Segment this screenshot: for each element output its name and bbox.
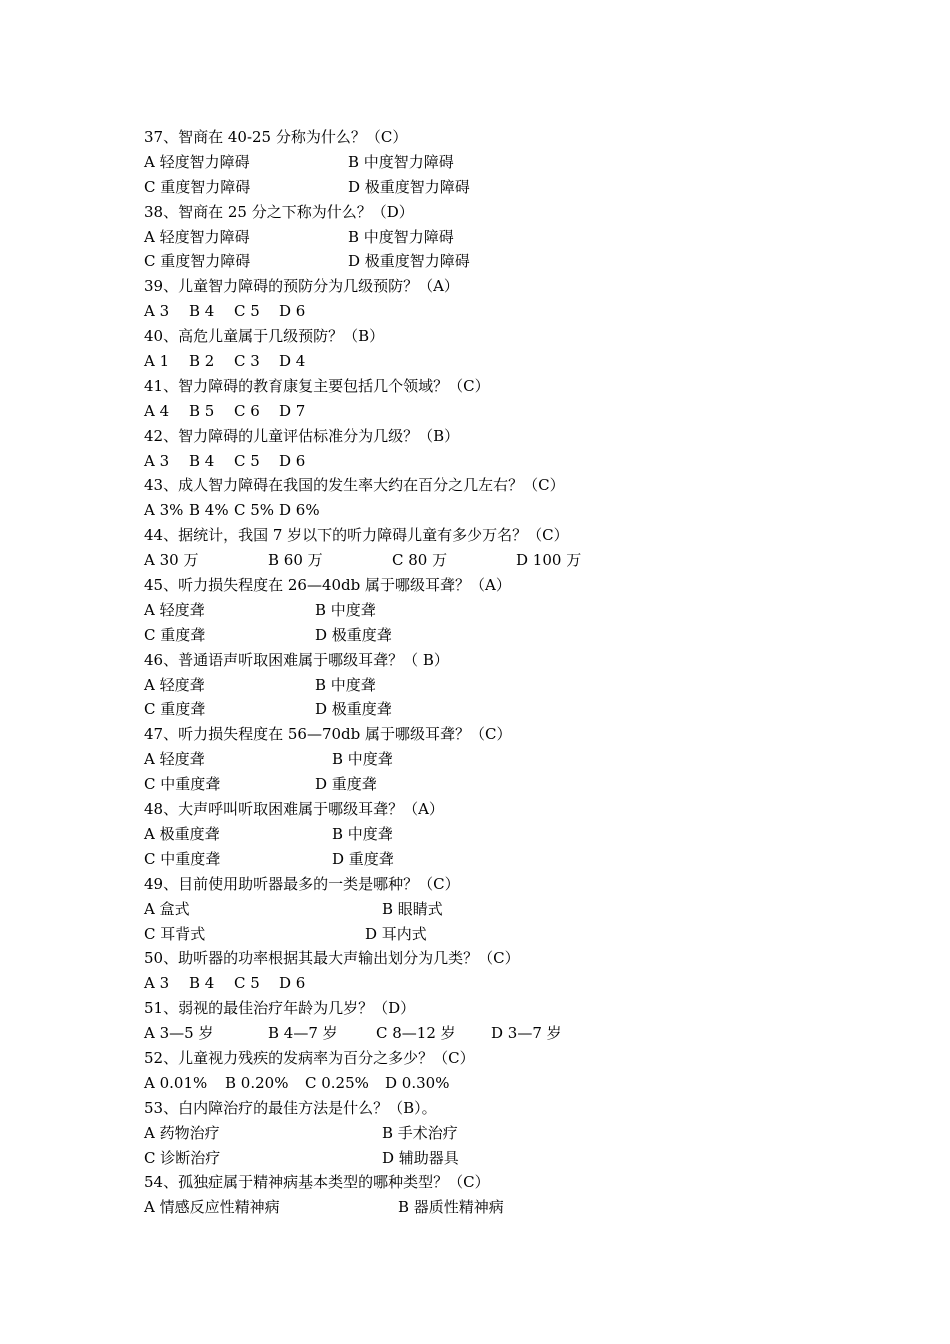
answer-option: B 器质性精神病 (398, 1198, 504, 1217)
answer-option: D 6 (279, 451, 306, 470)
answer-option: A 极重度聋 (144, 824, 220, 843)
answer-option: A 3 (144, 302, 170, 321)
answer-option: D 6% (279, 501, 320, 520)
option-row (144, 971, 844, 996)
answer-option: C 中重度聋 (144, 849, 221, 868)
answer-option: D 极重度智力障碍 (348, 177, 470, 196)
answer-option: A 0.01% (144, 1073, 208, 1092)
answer-option: A 3 (144, 974, 170, 993)
answer-option: B 中度聋 (315, 675, 376, 694)
answer-option: D 辅助器具 (382, 1148, 459, 1167)
answer-option: A 1 (144, 352, 170, 371)
option-row (144, 772, 844, 797)
question-text: 46、普通语声听取困难属于哪级耳聋？（ B） (144, 650, 449, 669)
option-row (144, 548, 844, 573)
answer-option: A 轻度聋 (144, 600, 205, 619)
answer-option: A 轻度智力障碍 (144, 152, 250, 171)
answer-option: D 重度聋 (315, 775, 377, 794)
question-text: 40、高危儿童属于几级预防？（B） (144, 327, 385, 346)
question-text: 48、大声呼叫听取困难属于哪级耳聋？（A） (144, 800, 444, 819)
answer-option: A 30 万 (144, 551, 199, 570)
answer-option: B 中度智力障碍 (348, 152, 454, 171)
answer-option: C 诊断治疗 (144, 1148, 221, 1167)
option-row (144, 822, 844, 847)
option-row (144, 299, 844, 324)
option-row (144, 1021, 844, 1046)
answer-option: D 极重度聋 (315, 700, 392, 719)
question-text: 37、智商在 40-25 分称为什么？（C） (144, 128, 408, 146)
answer-option: A 3 (144, 451, 170, 470)
option-row (144, 498, 844, 523)
question-text: 51、弱视的最佳治疗年龄为几岁？（D） (144, 999, 416, 1018)
question-text: 54、孤独症属于精神病基本类型的哪种类型？（C） (144, 1173, 490, 1192)
option-row (144, 747, 844, 772)
answer-option: A 轻度智力障碍 (144, 227, 250, 246)
answer-option: D 极重度智力障碍 (348, 252, 470, 271)
option-row (144, 897, 844, 922)
question-text: 42、智力障碍的儿童评估标准分为几级？（B） (144, 426, 460, 445)
option-row (144, 847, 844, 872)
document-body (144, 125, 844, 1220)
answer-option: B 中度聋 (332, 750, 393, 769)
option-row (144, 673, 844, 698)
answer-option: A 情感反应性精神病 (144, 1198, 280, 1217)
answer-option: C 重度聋 (144, 700, 206, 719)
answer-option: C 5 (234, 974, 260, 993)
option-row (144, 150, 844, 175)
answer-option: C 5% (234, 501, 275, 520)
question-text: 53、白内障治疗的最佳方法是什么？（B）。 (144, 1098, 437, 1117)
answer-option: B 眼睛式 (382, 899, 443, 918)
question-text: 43、成人智力障碍在我国的发生率大约在百分之几左右？（C） (144, 476, 565, 495)
option-row (144, 249, 844, 274)
option-row (144, 1195, 844, 1220)
answer-option: C 中重度聋 (144, 775, 221, 794)
answer-option: B 4 (189, 451, 215, 470)
answer-option: C 重度聋 (144, 625, 206, 644)
question-text: 44、据统计，我国 7 岁以下的听力障碍儿童有多少万名？（C） (144, 526, 569, 545)
answer-option: C 重度智力障碍 (144, 252, 251, 271)
question-text: 52、儿童视力残疾的发病率为百分之多少？（C） (144, 1048, 475, 1067)
answer-option: C 3 (234, 352, 260, 371)
option-row (144, 349, 844, 374)
question-text: 50、助听器的功率根据其最大声输出划分为几类？（C） (144, 949, 520, 968)
option-row (144, 598, 844, 623)
answer-option: D 100 万 (516, 551, 582, 570)
answer-option: A 药物治疗 (144, 1123, 220, 1142)
option-row (144, 697, 844, 722)
answer-option: B 手术治疗 (382, 1123, 458, 1142)
question-text: 47、听力损失程度在 56—70db 属于哪级耳聋？（C） (144, 725, 512, 744)
answer-option: D 4 (279, 352, 306, 371)
answer-option: B 4 (189, 302, 215, 321)
answer-option: B 4 (189, 974, 215, 993)
question-text: 39、儿童智力障碍的预防分为几级预防？（A） (144, 277, 459, 296)
option-row (144, 225, 844, 250)
option-row (144, 922, 844, 947)
option-row (144, 1121, 844, 1146)
answer-option: D 6 (279, 302, 306, 321)
answer-option: C 5 (234, 302, 260, 321)
answer-option: A 轻度聋 (144, 675, 205, 694)
answer-option: C 5 (234, 451, 260, 470)
answer-option: B 60 万 (268, 551, 323, 570)
option-row (144, 623, 844, 648)
answer-option: C 8—12 岁 (376, 1024, 456, 1043)
answer-option: C 耳背式 (144, 924, 206, 943)
answer-option: C 6 (234, 401, 260, 420)
answer-option: B 0.20% (225, 1073, 289, 1092)
answer-option: C 0.25% (305, 1073, 369, 1092)
answer-option: B 5 (189, 401, 215, 420)
answer-option: B 中度聋 (315, 600, 376, 619)
answer-option: D 耳内式 (365, 924, 427, 943)
question-text: 41、智力障碍的教育康复主要包括几个领域？（C） (144, 376, 490, 395)
option-row (144, 175, 844, 200)
option-row (144, 449, 844, 474)
option-row (144, 1071, 844, 1096)
answer-option: B 中度智力障碍 (348, 227, 454, 246)
answer-option: B 4% (189, 501, 229, 520)
answer-option: B 2 (189, 352, 215, 371)
option-row (144, 1146, 844, 1171)
answer-option: D 重度聋 (332, 849, 394, 868)
option-row (144, 399, 844, 424)
answer-option: D 6 (279, 974, 306, 993)
answer-option: C 80 万 (392, 551, 448, 570)
question-text: 49、目前使用助听器最多的一类是哪种？（C） (144, 874, 460, 893)
answer-option: A 3% (144, 501, 184, 520)
answer-option: D 3—7 岁 (491, 1024, 562, 1043)
answer-option: B 4—7 岁 (268, 1024, 338, 1043)
answer-option: A 轻度聋 (144, 750, 205, 769)
question-text: 38、智商在 25 分之下称为什么？（D） (144, 202, 414, 221)
answer-option: C 重度智力障碍 (144, 177, 251, 196)
answer-option: D 极重度聋 (315, 625, 392, 644)
answer-option: D 0.30% (385, 1073, 450, 1092)
answer-option: A 盒式 (144, 899, 190, 918)
answer-option: D 7 (279, 401, 306, 420)
question-text: 45、听力损失程度在 26—40db 属于哪级耳聋？（A） (144, 576, 511, 595)
answer-option: B 中度聋 (332, 824, 393, 843)
answer-option: A 4 (144, 401, 170, 420)
answer-option: A 3—5 岁 (144, 1024, 214, 1043)
